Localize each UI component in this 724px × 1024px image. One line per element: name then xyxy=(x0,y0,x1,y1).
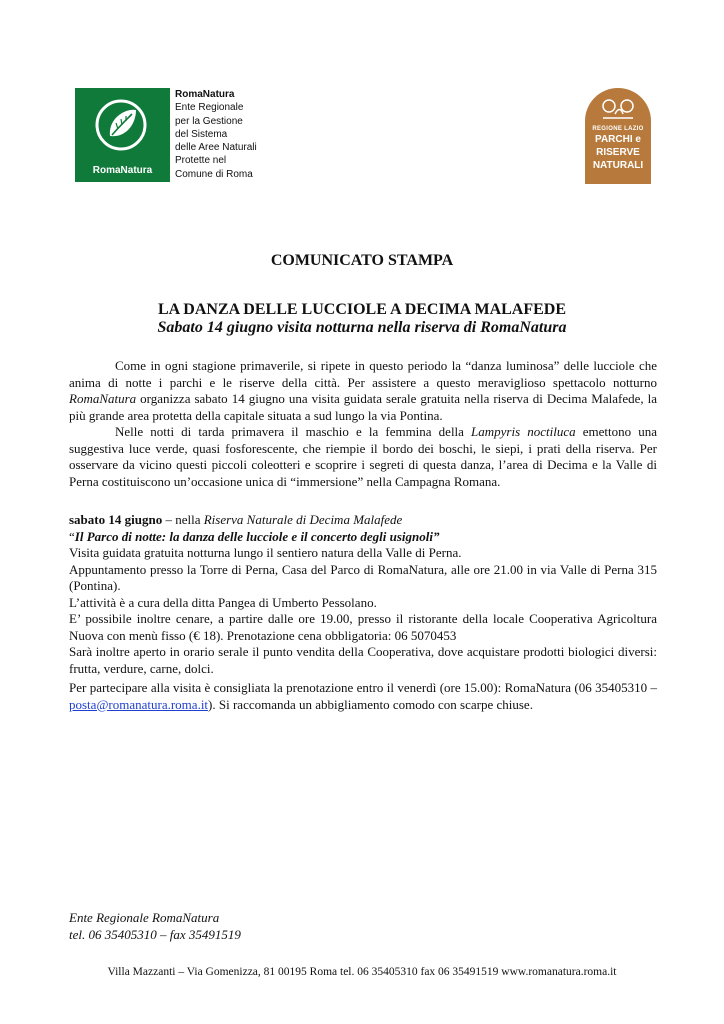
logo-line: NATURALI xyxy=(592,160,644,171)
logo-wordmark: RomaNatura xyxy=(92,165,153,176)
logo-region-label: REGIONE LAZIO xyxy=(592,126,644,132)
wildlife-emblem-icon xyxy=(599,96,637,122)
event-line: Appuntamento presso la Torre di Perna, Casa del Parco di RomaNatura, alle ore 21.00 in via Valle di Perna 315 (Pontina). xyxy=(69,561,657,593)
document-title: LA DANZA DELLE LUCCIOLE A DECIMA MALAFEDE xyxy=(157,301,567,318)
footer-phone: tel. 06 35405310 – fax 35491519 xyxy=(69,926,241,942)
romanatura-logo xyxy=(75,88,170,182)
event-details xyxy=(69,512,657,677)
email-link[interactable]: posta@romanatura.roma.it xyxy=(69,696,209,712)
org-name: RomaNatura xyxy=(175,89,235,100)
organization-info xyxy=(175,88,257,181)
logo-line: RISERVE xyxy=(596,147,640,158)
event-line: Visita guidata gratuita notturna lungo il sentiero natura della Valle di Perna. xyxy=(69,545,462,560)
regione-lazio-parks-logo xyxy=(585,88,651,184)
leaf-logo-icon xyxy=(92,96,150,154)
org-line: Ente Regionale xyxy=(175,102,244,114)
event-line: E’ possibile inoltre cenare, a partire dalle ore 19.00, presso il ristorante della locale Cooperativa Agricoltura Nuova con menù fisso (€ 18). Prenotazione cena obbligatoria: 06 5070453 xyxy=(69,611,657,643)
org-line: Comune di Roma xyxy=(175,168,253,180)
org-line: Protette nel xyxy=(175,155,227,167)
event-title-line: “Il Parco di notte: la danza delle lucciole e il concerto degli usignoli” xyxy=(69,528,440,544)
event-date-line: sabato 14 giugno – nella Riserva Naturale di Decima Malafede xyxy=(69,512,403,527)
footer-contact xyxy=(69,910,241,943)
description-paragraph: Nelle notti di tarda primavera il maschio e la femmina della Lampyris noctiluca emettono una suggestiva luce verde, quasi fosforescente, che riempie il bordo dei boschi, le siepi, i prati della riserva. Per osservare da vicino questi piccoli coleotteri e scoprire i segreti di questa danza, l’area di Decima e la Valle di Perna costituiscono un’occasione unica di “immersione” nella Campagna Romana. xyxy=(69,424,657,489)
footer-address: Villa Mazzanti – Via Gomenizza, 81 00195 Roma tel. 06 35405310 fax 06 35491519 www.romanatura.roma.it xyxy=(107,966,617,978)
press-release-heading: COMUNICATO STAMPA xyxy=(270,252,454,269)
footer-ente-name: Ente Regionale RomaNatura xyxy=(69,910,220,925)
event-line: Sarà inoltre aperto in orario serale il punto vendita della Cooperativa, dove acquistare prodotti biologici diversi: frutta, verdure, carne, dolci. xyxy=(69,644,657,676)
org-line: delle Aree Naturali xyxy=(175,142,257,154)
document-subtitle: Sabato 14 giugno visita notturna nella riserva di RomaNatura xyxy=(157,319,567,336)
org-line: del Sistema xyxy=(175,128,228,140)
booking-paragraph: Per partecipare alla visita è consigliata la prenotazione entro il venerdì (ore 15.00): RomaNatura (06 35405310 – posta@romanatura.roma.it). Si raccomanda un abbigliamento comodo con scarpe chiuse. xyxy=(69,680,657,712)
org-line: per la Gestione xyxy=(175,115,243,127)
event-line: L’attività è a cura della ditta Pangea di Umberto Pessolano. xyxy=(69,594,377,610)
logo-line: PARCHI e xyxy=(595,134,641,145)
intro-paragraph: Come in ogni stagione primaverile, si ripete in questo periodo la “danza luminosa” delle lucciole che anima di notte i parchi e le riserve della città. Per assistere a questo meraviglioso spettacolo notturno RomaNatura organizza sabato 14 giugno una visita guidata serale gratuita nella riserva di Decima Malafede, la più grande area protetta della capitale situata a sud lungo la via Pontina. xyxy=(69,358,657,423)
